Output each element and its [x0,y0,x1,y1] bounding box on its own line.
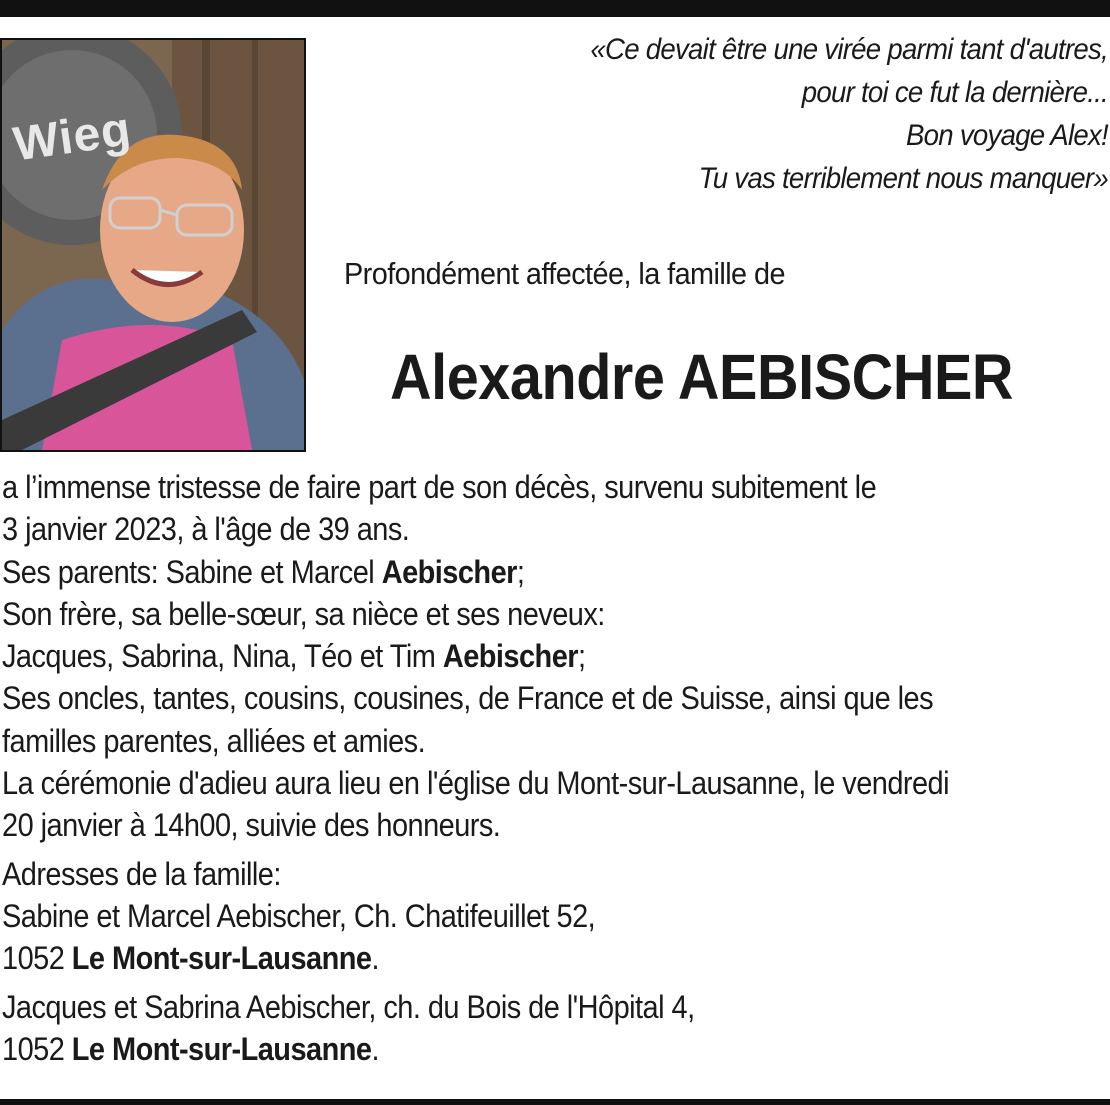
surname: Aebischer [442,638,579,675]
body-line-parents [2,551,1106,593]
body-line: a l’immense tristesse de faire part de son décès, survenu subitement le [2,469,877,505]
text: Jacques, Sabrina, Nina, Téo et Tim [2,638,443,675]
portrait-illustration [2,40,304,450]
body-line: 20 janvier à 14h00, suivie des honneurs. [2,807,501,844]
text: . [371,1030,379,1067]
body-line: Adresses de la famille: [2,855,281,892]
body-line: Ses oncles, tantes, cousins, cousines, de France et de Suisse, ainsi que les [2,680,934,717]
text: ; [578,638,586,675]
address-line: Sabine et Marcel Aebischer, Ch. Chatifeuillet 52, [2,897,596,934]
body-line: familles parentes, alliées et amies. [2,722,426,759]
quote-line: Tu vas terriblement nous manquer» [698,162,1108,195]
text: ; [516,553,525,590]
text: 1052 [2,940,72,977]
announcement-body [2,466,1106,1070]
city: Le Mont-sur-Lausanne [71,1030,372,1067]
deceased-name: Alexandre AEBISCHER [390,341,1014,413]
body-line: Son frère, sa belle-sœur, sa nièce et ses neveux: [2,595,605,632]
address-city-line [2,937,1106,979]
surname: Aebischer [381,553,517,590]
text: 1052 [2,1030,72,1067]
city: Le Mont-sur-Lausanne [71,940,372,977]
address-city-line [2,1028,1106,1070]
quote-line: pour toi ce fut la dernière... [801,76,1108,109]
intro-text: Profondément affectée, la famille de [344,256,785,291]
text: Ses parents: Sabine et Marcel [2,553,382,590]
body-line: 3 janvier 2023, à l'âge de 39 ans. [2,511,410,548]
body-line-siblings [2,635,1106,677]
text: . [371,940,379,977]
portrait-photo [0,38,306,452]
body-line: La cérémonie d'adieu aura lieu en l'église du Mont-sur-Lausanne, le vendredi [2,765,950,802]
photo-background-lettering: Wieg [10,102,135,172]
top-rule [0,0,1110,17]
epigraph-quote [409,28,1108,200]
quote-line: «Ce devait être une virée parmi tant d'autres, [590,33,1108,66]
address-line: Jacques et Sabrina Aebischer, ch. du Bois de l'Hôpital 4, [2,988,695,1025]
quote-line: Bon voyage Alex! [905,119,1108,152]
bottom-rule [0,1099,1110,1105]
